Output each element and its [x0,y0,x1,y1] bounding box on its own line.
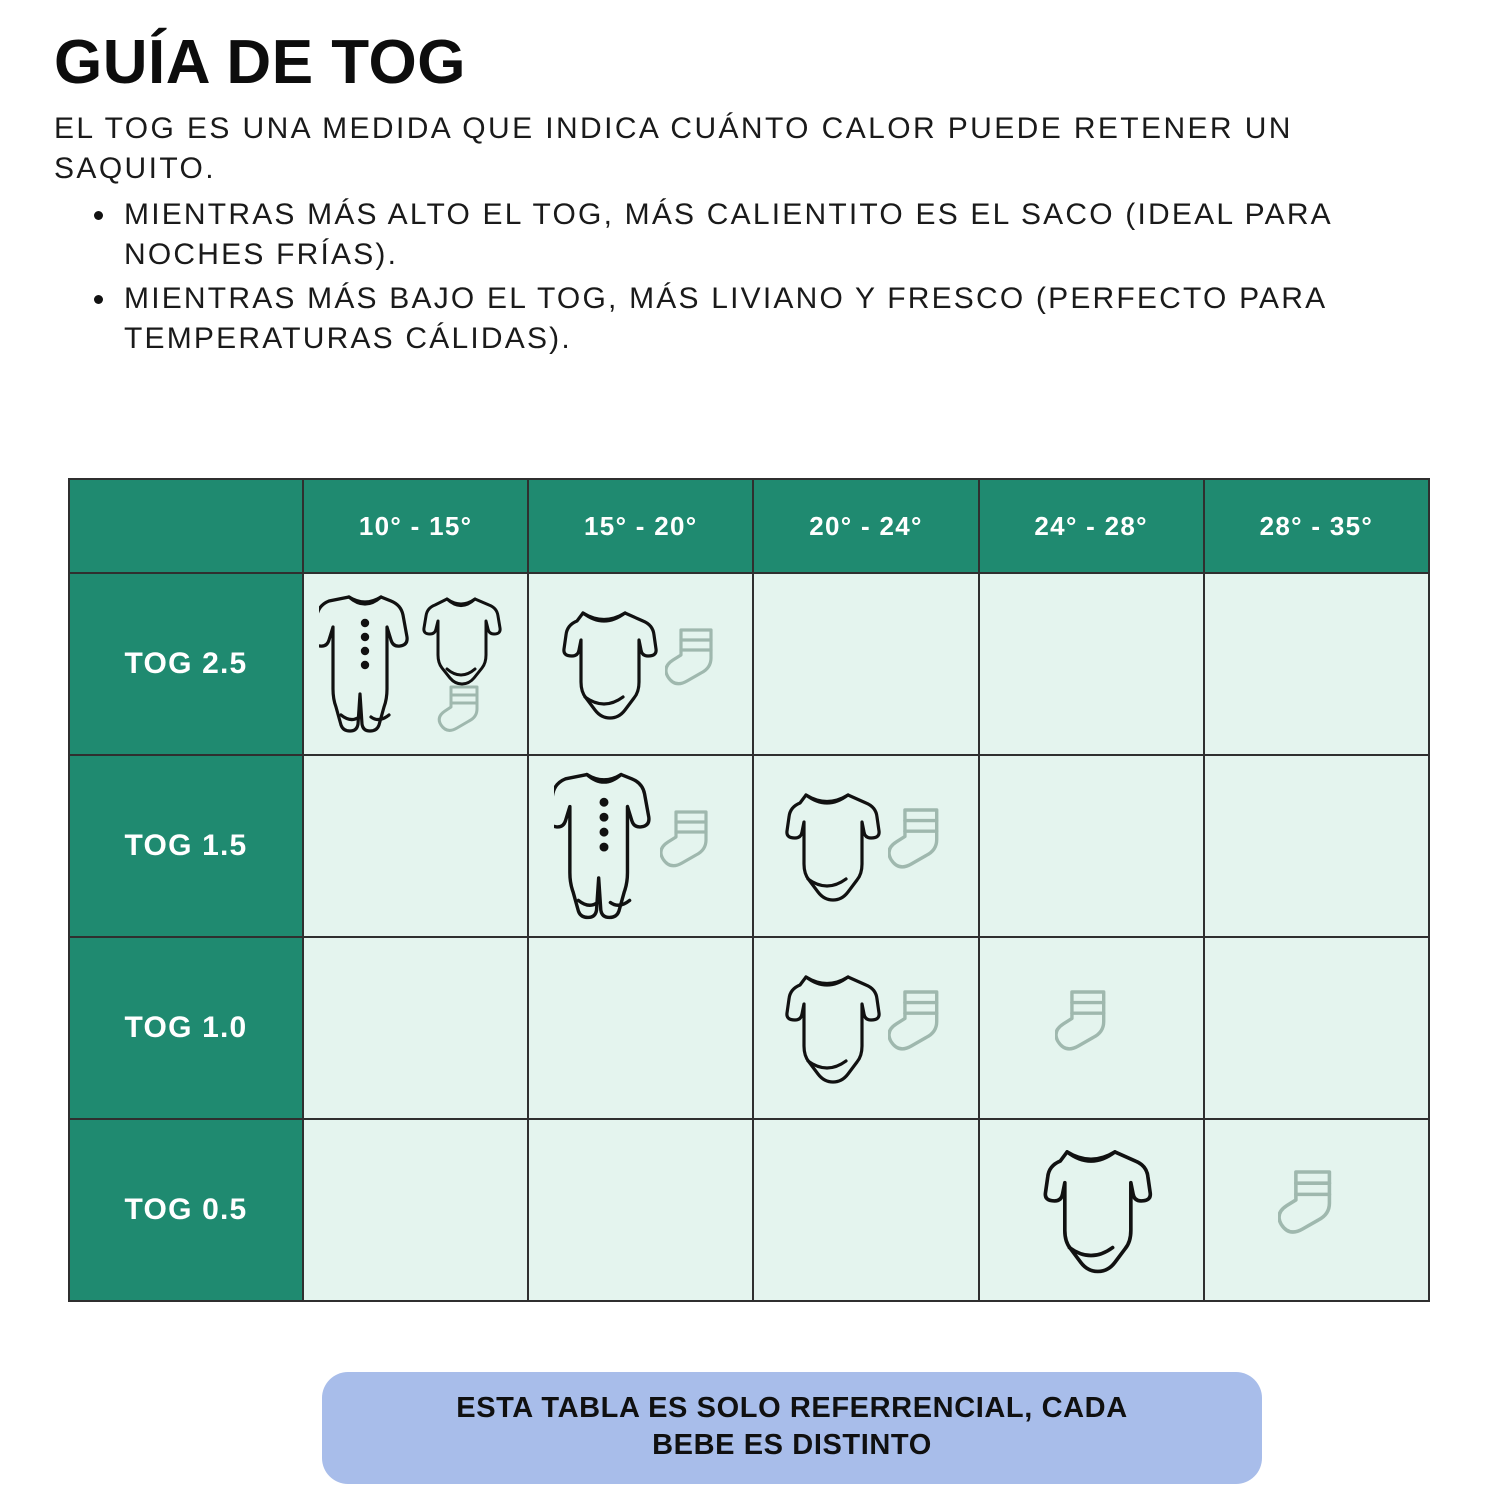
footed-pajama-icon [554,766,654,926]
cell-tog05-15-20 [528,1119,753,1301]
onesie-icon [423,599,499,684]
onesie-icon [772,781,882,911]
cell-tog05-20-24 [753,1119,978,1301]
row-label-tog-05: TOG 0.5 [69,1119,303,1301]
table-header-row [69,479,1429,573]
cell-tog15-20-24 [753,755,978,937]
cell-tog05-28-35 [1204,1119,1429,1301]
column-header-temp-3: 20° - 24° [753,479,978,573]
sock-icon [439,687,477,730]
cell-tog05-10-15 [303,1119,528,1301]
cell-tog10-15-20 [528,937,753,1119]
tog-table-wrapper [68,478,1430,1302]
cell-tog15-10-15 [303,755,528,937]
sock-icon [888,985,960,1071]
column-header-temp-4: 24° - 28° [979,479,1204,573]
onesie-icon [549,599,659,729]
cell-tog15-15-20 [528,755,753,937]
row-label-tog-10: TOG 1.0 [69,937,303,1119]
footed-pajama-icon [319,589,411,739]
intro-text: EL TOG ES UNA MEDIDA QUE INDICA CUÁNTO CALOR PUEDE RETENER UN SAQUITO. [54,112,1293,185]
column-header-temp-2: 15° - 20° [528,479,753,573]
cell-tog05-24-28 [979,1119,1204,1301]
sock-icon [888,803,960,889]
cell-tog25-24-28 [979,573,1204,755]
column-header-temp-5: 28° - 35° [1204,479,1429,573]
table-row [69,937,1429,1119]
table-row [69,755,1429,937]
cell-tog25-10-15 [303,573,528,755]
row-label-tog-15: TOG 1.5 [69,755,303,937]
list-item: MIENTRAS MÁS BAJO EL TOG, MÁS LIVIANO Y FRESCO (PERFECTO PARA TEMPERATURAS CÁLIDAS). [88,279,1462,359]
sock-icon [1278,1165,1354,1255]
table-corner-cell [69,479,303,573]
table-row [69,573,1429,755]
cell-tog10-10-15 [303,937,528,1119]
sock-icon [665,624,733,704]
row-label-tog-25: TOG 2.5 [69,573,303,755]
list-item: MIENTRAS MÁS ALTO EL TOG, MÁS CALIENTITO ES EL SACO (IDEAL PARA NOCHES FRÍAS). [88,195,1462,275]
cell-tog15-24-28 [979,755,1204,937]
cell-tog15-28-35 [1204,755,1429,937]
table-row [69,1119,1429,1301]
sock-icon [1055,985,1127,1071]
cell-tog10-24-28 [979,937,1204,1119]
disclaimer-line-2: BEBE ES DISTINTO [652,1429,932,1462]
tog-table [68,478,1430,1302]
onesie-icon [772,963,882,1093]
page-title: GUÍA DE TOG [54,28,466,97]
bullet-list [88,195,1462,359]
cell-tog10-20-24 [753,937,978,1119]
cell-tog25-20-24 [753,573,978,755]
cell-tog10-28-35 [1204,937,1429,1119]
column-header-temp-1: 10° - 15° [303,479,528,573]
disclaimer-note [322,1372,1262,1484]
cell-tog25-28-35 [1204,573,1429,755]
disclaimer-line-1: ESTA TABLA ES SOLO REFERRENCIAL, CADA [456,1392,1128,1424]
cell-tog25-15-20 [528,573,753,755]
sock-icon [660,806,728,886]
onesie-icon [1027,1136,1155,1284]
onesie-sock-group [417,587,513,742]
